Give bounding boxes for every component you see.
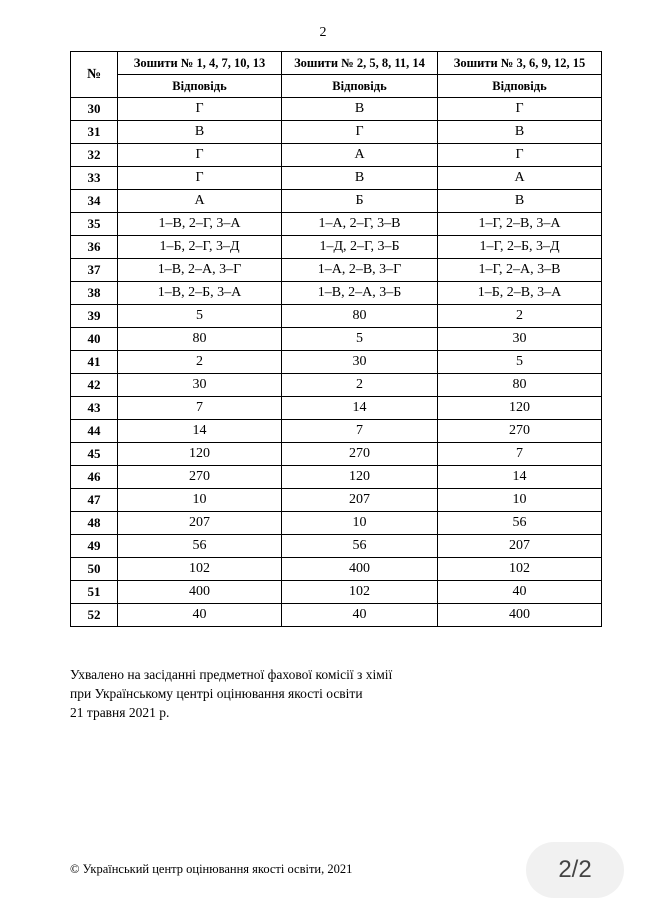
answer-cell-group-1: 56 xyxy=(118,535,282,558)
answer-cell-group-2: 1–А, 2–В, 3–Г xyxy=(282,259,438,282)
answer-cell-group-2: 80 xyxy=(282,305,438,328)
answer-cell-group-2: 10 xyxy=(282,512,438,535)
answer-cell-group-1: 1–Б, 2–Г, 3–Д xyxy=(118,236,282,259)
approval-note-line-1: Ухвалено на засіданні предметної фахової комісії з хімії xyxy=(70,667,393,682)
answer-cell-group-2: Г xyxy=(282,121,438,144)
answer-cell-group-2: 1–А, 2–Г, 3–В xyxy=(282,213,438,236)
table-row xyxy=(71,305,602,328)
table-subheader-row xyxy=(71,75,602,98)
table-header-row xyxy=(71,52,602,75)
answer-cell-group-2: 102 xyxy=(282,581,438,604)
answer-cell-group-3: 1–Г, 2–А, 3–В xyxy=(438,259,602,282)
group-header-1: Зошити № 1, 4, 7, 10, 13 xyxy=(118,52,282,75)
approval-note-line-2: при Українському центрі оцінювання якості освіти xyxy=(70,686,363,701)
answer-cell-group-3: 1–Б, 2–В, 3–А xyxy=(438,282,602,305)
answer-cell-group-2: 40 xyxy=(282,604,438,627)
answer-cell-group-2: 14 xyxy=(282,397,438,420)
answer-cell-group-3: 80 xyxy=(438,374,602,397)
question-number: 39 xyxy=(71,305,118,328)
question-number: 44 xyxy=(71,420,118,443)
answer-cell-group-1: 1–В, 2–Б, 3–А xyxy=(118,282,282,305)
answer-cell-group-1: В xyxy=(118,121,282,144)
table-row xyxy=(71,466,602,489)
answer-cell-group-3: 10 xyxy=(438,489,602,512)
table-row xyxy=(71,144,602,167)
answer-cell-group-2: 400 xyxy=(282,558,438,581)
answer-label-2: Відповідь xyxy=(282,75,438,98)
answer-cell-group-3: 2 xyxy=(438,305,602,328)
page-number: 2 xyxy=(319,25,327,40)
answer-cell-group-3: 7 xyxy=(438,443,602,466)
question-number: 34 xyxy=(71,190,118,213)
answer-cell-group-1: Г xyxy=(118,144,282,167)
answer-label-3: Відповідь xyxy=(438,75,602,98)
answer-cell-group-2: 207 xyxy=(282,489,438,512)
question-number: 45 xyxy=(71,443,118,466)
answer-cell-group-3: 207 xyxy=(438,535,602,558)
question-number: 35 xyxy=(71,213,118,236)
question-number: 41 xyxy=(71,351,118,374)
table-row xyxy=(71,443,602,466)
question-number: 49 xyxy=(71,535,118,558)
answer-cell-group-2: 5 xyxy=(282,328,438,351)
group-header-2: Зошити № 2, 5, 8, 11, 14 xyxy=(282,52,438,75)
table-row xyxy=(71,236,602,259)
answer-cell-group-1: 2 xyxy=(118,351,282,374)
answer-cell-group-3: 56 xyxy=(438,512,602,535)
question-number: 46 xyxy=(71,466,118,489)
question-number: 47 xyxy=(71,489,118,512)
answer-cell-group-3: Г xyxy=(438,98,602,121)
answer-cell-group-1: 14 xyxy=(118,420,282,443)
answer-cell-group-1: 30 xyxy=(118,374,282,397)
answer-cell-group-3: 120 xyxy=(438,397,602,420)
answer-cell-group-3: А xyxy=(438,167,602,190)
answer-cell-group-3: 400 xyxy=(438,604,602,627)
answer-cell-group-1: 270 xyxy=(118,466,282,489)
answer-cell-group-2: 1–В, 2–А, 3–Б xyxy=(282,282,438,305)
question-number-header: № xyxy=(71,52,118,98)
question-number: 37 xyxy=(71,259,118,282)
answer-key-table xyxy=(70,51,602,627)
table-row xyxy=(71,604,602,627)
question-number: 31 xyxy=(71,121,118,144)
question-number: 36 xyxy=(71,236,118,259)
answer-cell-group-3: В xyxy=(438,121,602,144)
answer-cell-group-1: Г xyxy=(118,98,282,121)
answer-cell-group-2: В xyxy=(282,167,438,190)
group-header-3: Зошити № 3, 6, 9, 12, 15 xyxy=(438,52,602,75)
answer-cell-group-1: 400 xyxy=(118,581,282,604)
question-number: 30 xyxy=(71,98,118,121)
answer-cell-group-2: 30 xyxy=(282,351,438,374)
table-row xyxy=(71,374,602,397)
question-number: 50 xyxy=(71,558,118,581)
question-number: 52 xyxy=(71,604,118,627)
table-row xyxy=(71,121,602,144)
table-row xyxy=(71,397,602,420)
answer-cell-group-2: 2 xyxy=(282,374,438,397)
answer-rows xyxy=(71,98,602,627)
answer-cell-group-1: 120 xyxy=(118,443,282,466)
question-number: 38 xyxy=(71,282,118,305)
table-row xyxy=(71,581,602,604)
answer-cell-group-3: 30 xyxy=(438,328,602,351)
table-row xyxy=(71,351,602,374)
question-number: 51 xyxy=(71,581,118,604)
table-row xyxy=(71,420,602,443)
table-row xyxy=(71,489,602,512)
answer-cell-group-3: 1–Г, 2–Б, 3–Д xyxy=(438,236,602,259)
answer-cell-group-3: 270 xyxy=(438,420,602,443)
answer-cell-group-1: 7 xyxy=(118,397,282,420)
table-row xyxy=(71,167,602,190)
answer-cell-group-2: 1–Д, 2–Г, 3–Б xyxy=(282,236,438,259)
answer-cell-group-2: 120 xyxy=(282,466,438,489)
answer-cell-group-2: 270 xyxy=(282,443,438,466)
page-indicator: 2/2 xyxy=(526,842,624,898)
table-row xyxy=(71,328,602,351)
question-number: 48 xyxy=(71,512,118,535)
answer-cell-group-1: 207 xyxy=(118,512,282,535)
question-number: 33 xyxy=(71,167,118,190)
answer-cell-group-3: Г xyxy=(438,144,602,167)
answer-cell-group-3: 40 xyxy=(438,581,602,604)
answer-cell-group-2: 56 xyxy=(282,535,438,558)
answer-cell-group-1: 40 xyxy=(118,604,282,627)
answer-cell-group-3: 14 xyxy=(438,466,602,489)
copyright: © Український центр оцінювання якості освіти, 2021 xyxy=(70,862,353,876)
answer-cell-group-1: 10 xyxy=(118,489,282,512)
table-row xyxy=(71,213,602,236)
table-row xyxy=(71,259,602,282)
table-row xyxy=(71,190,602,213)
question-number: 42 xyxy=(71,374,118,397)
answer-cell-group-1: 5 xyxy=(118,305,282,328)
answer-cell-group-1: А xyxy=(118,190,282,213)
answer-cell-group-1: 1–В, 2–Г, 3–А xyxy=(118,213,282,236)
table-row xyxy=(71,282,602,305)
answer-cell-group-2: Б xyxy=(282,190,438,213)
answer-cell-group-2: В xyxy=(282,98,438,121)
table-row xyxy=(71,558,602,581)
answer-cell-group-3: 102 xyxy=(438,558,602,581)
answer-cell-group-2: 7 xyxy=(282,420,438,443)
question-number: 43 xyxy=(71,397,118,420)
answer-cell-group-1: 1–В, 2–А, 3–Г xyxy=(118,259,282,282)
answer-cell-group-1: 102 xyxy=(118,558,282,581)
table-row xyxy=(71,98,602,121)
answer-cell-group-1: 80 xyxy=(118,328,282,351)
approval-note-date: 21 травня 2021 р. xyxy=(70,705,170,720)
table-row xyxy=(71,535,602,558)
question-number: 40 xyxy=(71,328,118,351)
answer-cell-group-3: В xyxy=(438,190,602,213)
answer-label-1: Відповідь xyxy=(118,75,282,98)
table-row xyxy=(71,512,602,535)
approval-note xyxy=(70,665,392,722)
answer-cell-group-1: Г xyxy=(118,167,282,190)
answer-cell-group-3: 1–Г, 2–В, 3–А xyxy=(438,213,602,236)
answer-cell-group-2: А xyxy=(282,144,438,167)
answer-cell-group-3: 5 xyxy=(438,351,602,374)
question-number: 32 xyxy=(71,144,118,167)
